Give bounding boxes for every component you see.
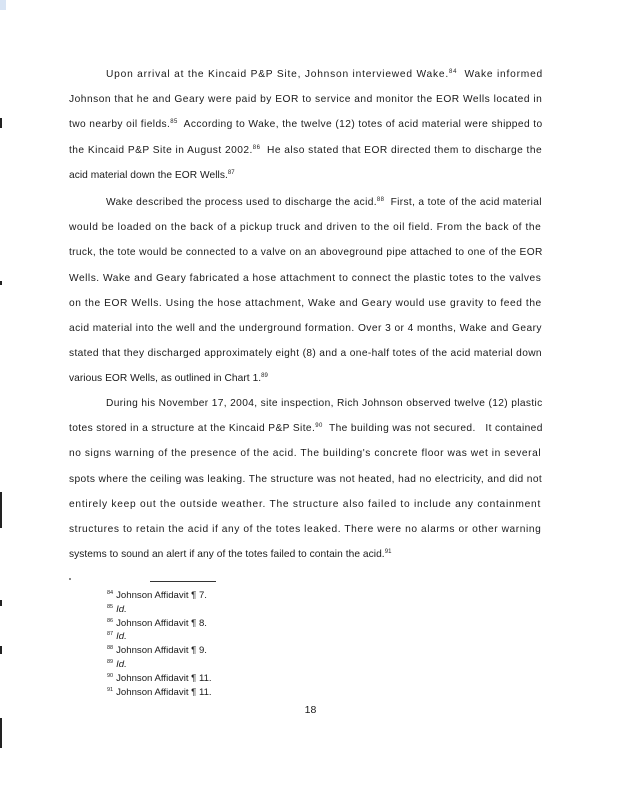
text-line: Wake described the process used to discharge the acid.$^{88}$ First, a tote of the acid material — [106, 197, 542, 208]
text-line: Wells. Wake and Geary fabricated a hose attachment to connect the plastic totes to the valves — [69, 272, 542, 284]
text-line: stated that they discharged approximately eight (8) and a one-half totes of the acid material down — [69, 348, 542, 360]
scan-edge-mark — [0, 646, 2, 654]
footnote-ref: 90 — [315, 423, 323, 430]
footnote: $^{89}$ Id. — [107, 659, 127, 670]
text-line: acid material into the well and the underground formation. Over 3 or 4 months, Wake and Geary — [69, 323, 542, 334]
text-line: acid material down the EOR Wells.$^{87}$ — [69, 169, 235, 181]
footnote: $^{85}$ Id. — [107, 603, 127, 615]
scan-edge-mark — [0, 492, 2, 528]
footnote-ref: 86 — [252, 144, 261, 151]
text-line: totes stored in a structure at the Kincaid P&P Site.$^{90}$ The building was not secured. It contained — [69, 423, 543, 435]
footnote: $^{90}$ Johnson Affidavit ¶ 11. — [107, 672, 212, 684]
text-line: structures to retain the acid if any of the totes leaked. There were no alarms or other warning — [69, 524, 542, 535]
text-line: various EOR Wells, as outlined in Chart 1.89 — [69, 373, 268, 385]
text-line: Johnson that he and Geary were paid by EOR to service and monitor the EOR Wells located in — [69, 94, 543, 106]
text-line: Upon arrival at the Kincaid P&P Site, Johnson interviewed Wake.$^{84}$ Wake informed — [106, 69, 543, 80]
footnote: $^{87}$ Id. — [107, 631, 127, 643]
footnote-ref: 89 — [261, 373, 268, 380]
text-line: the Kincaid P&P Site in August 2002.86 He also stated that EOR directed them to discharge the — [69, 144, 543, 156]
footnote: $^{84}$ Johnson Affidavit ¶ 7. — [107, 590, 207, 601]
footnote-ref: 91 — [384, 549, 392, 556]
footnote-ref: 84 — [448, 69, 458, 75]
text-line: truck, the tote would be connected to a valve on an aboveground pipe attached to one of the EOR — [69, 247, 543, 259]
scan-dot — [69, 578, 71, 580]
text-line: two nearby oil fields.$^{85}$ According to Wake, the twelve (12) totes of acid material were shipped to — [69, 119, 543, 131]
text-line: systems to sound an alert if any of the totes failed to contain the acid.$^{91}$ — [69, 549, 392, 561]
footnote: $^{91}$ Johnson Affidavit ¶ 11. — [107, 686, 212, 698]
text-line: no signs warning of the presence of the acid. The building's concrete floor was wet in several — [69, 448, 542, 460]
scan-edge-mark — [0, 718, 2, 748]
footnote-ref: 88 — [376, 197, 385, 203]
footnote: $^{88}$ Johnson Affidavit ¶ 9. — [107, 645, 207, 657]
footnote-ref: 87 — [227, 169, 235, 176]
footnote-ref: 85 — [170, 119, 178, 126]
scan-corner-mark — [0, 0, 6, 10]
text-line: entirely keep out the outside weather. The structure also failed to include any containment — [69, 498, 542, 510]
text-line: spots where the ceiling was leaking. The structure was not heated, had no electricity, and did not — [69, 473, 543, 485]
footnote-separator — [150, 581, 216, 582]
scan-edge-mark — [0, 281, 2, 285]
page-number: 18 — [304, 704, 317, 716]
scan-edge-mark — [0, 600, 2, 606]
footnote: $^{86}$ Johnson Affidavit ¶ 8. — [107, 617, 207, 629]
text-line: would be loaded on the back of a pickup truck and driven to the oil field. From the back of the — [69, 222, 542, 234]
scan-edge-mark — [0, 118, 2, 128]
text-line: on the EOR Wells. Using the hose attachment, Wake and Geary would use gravity to feed the — [69, 297, 542, 309]
text-line: During his November 17, 2004, site inspection, Rich Johnson observed twelve (12) plastic — [106, 398, 543, 409]
